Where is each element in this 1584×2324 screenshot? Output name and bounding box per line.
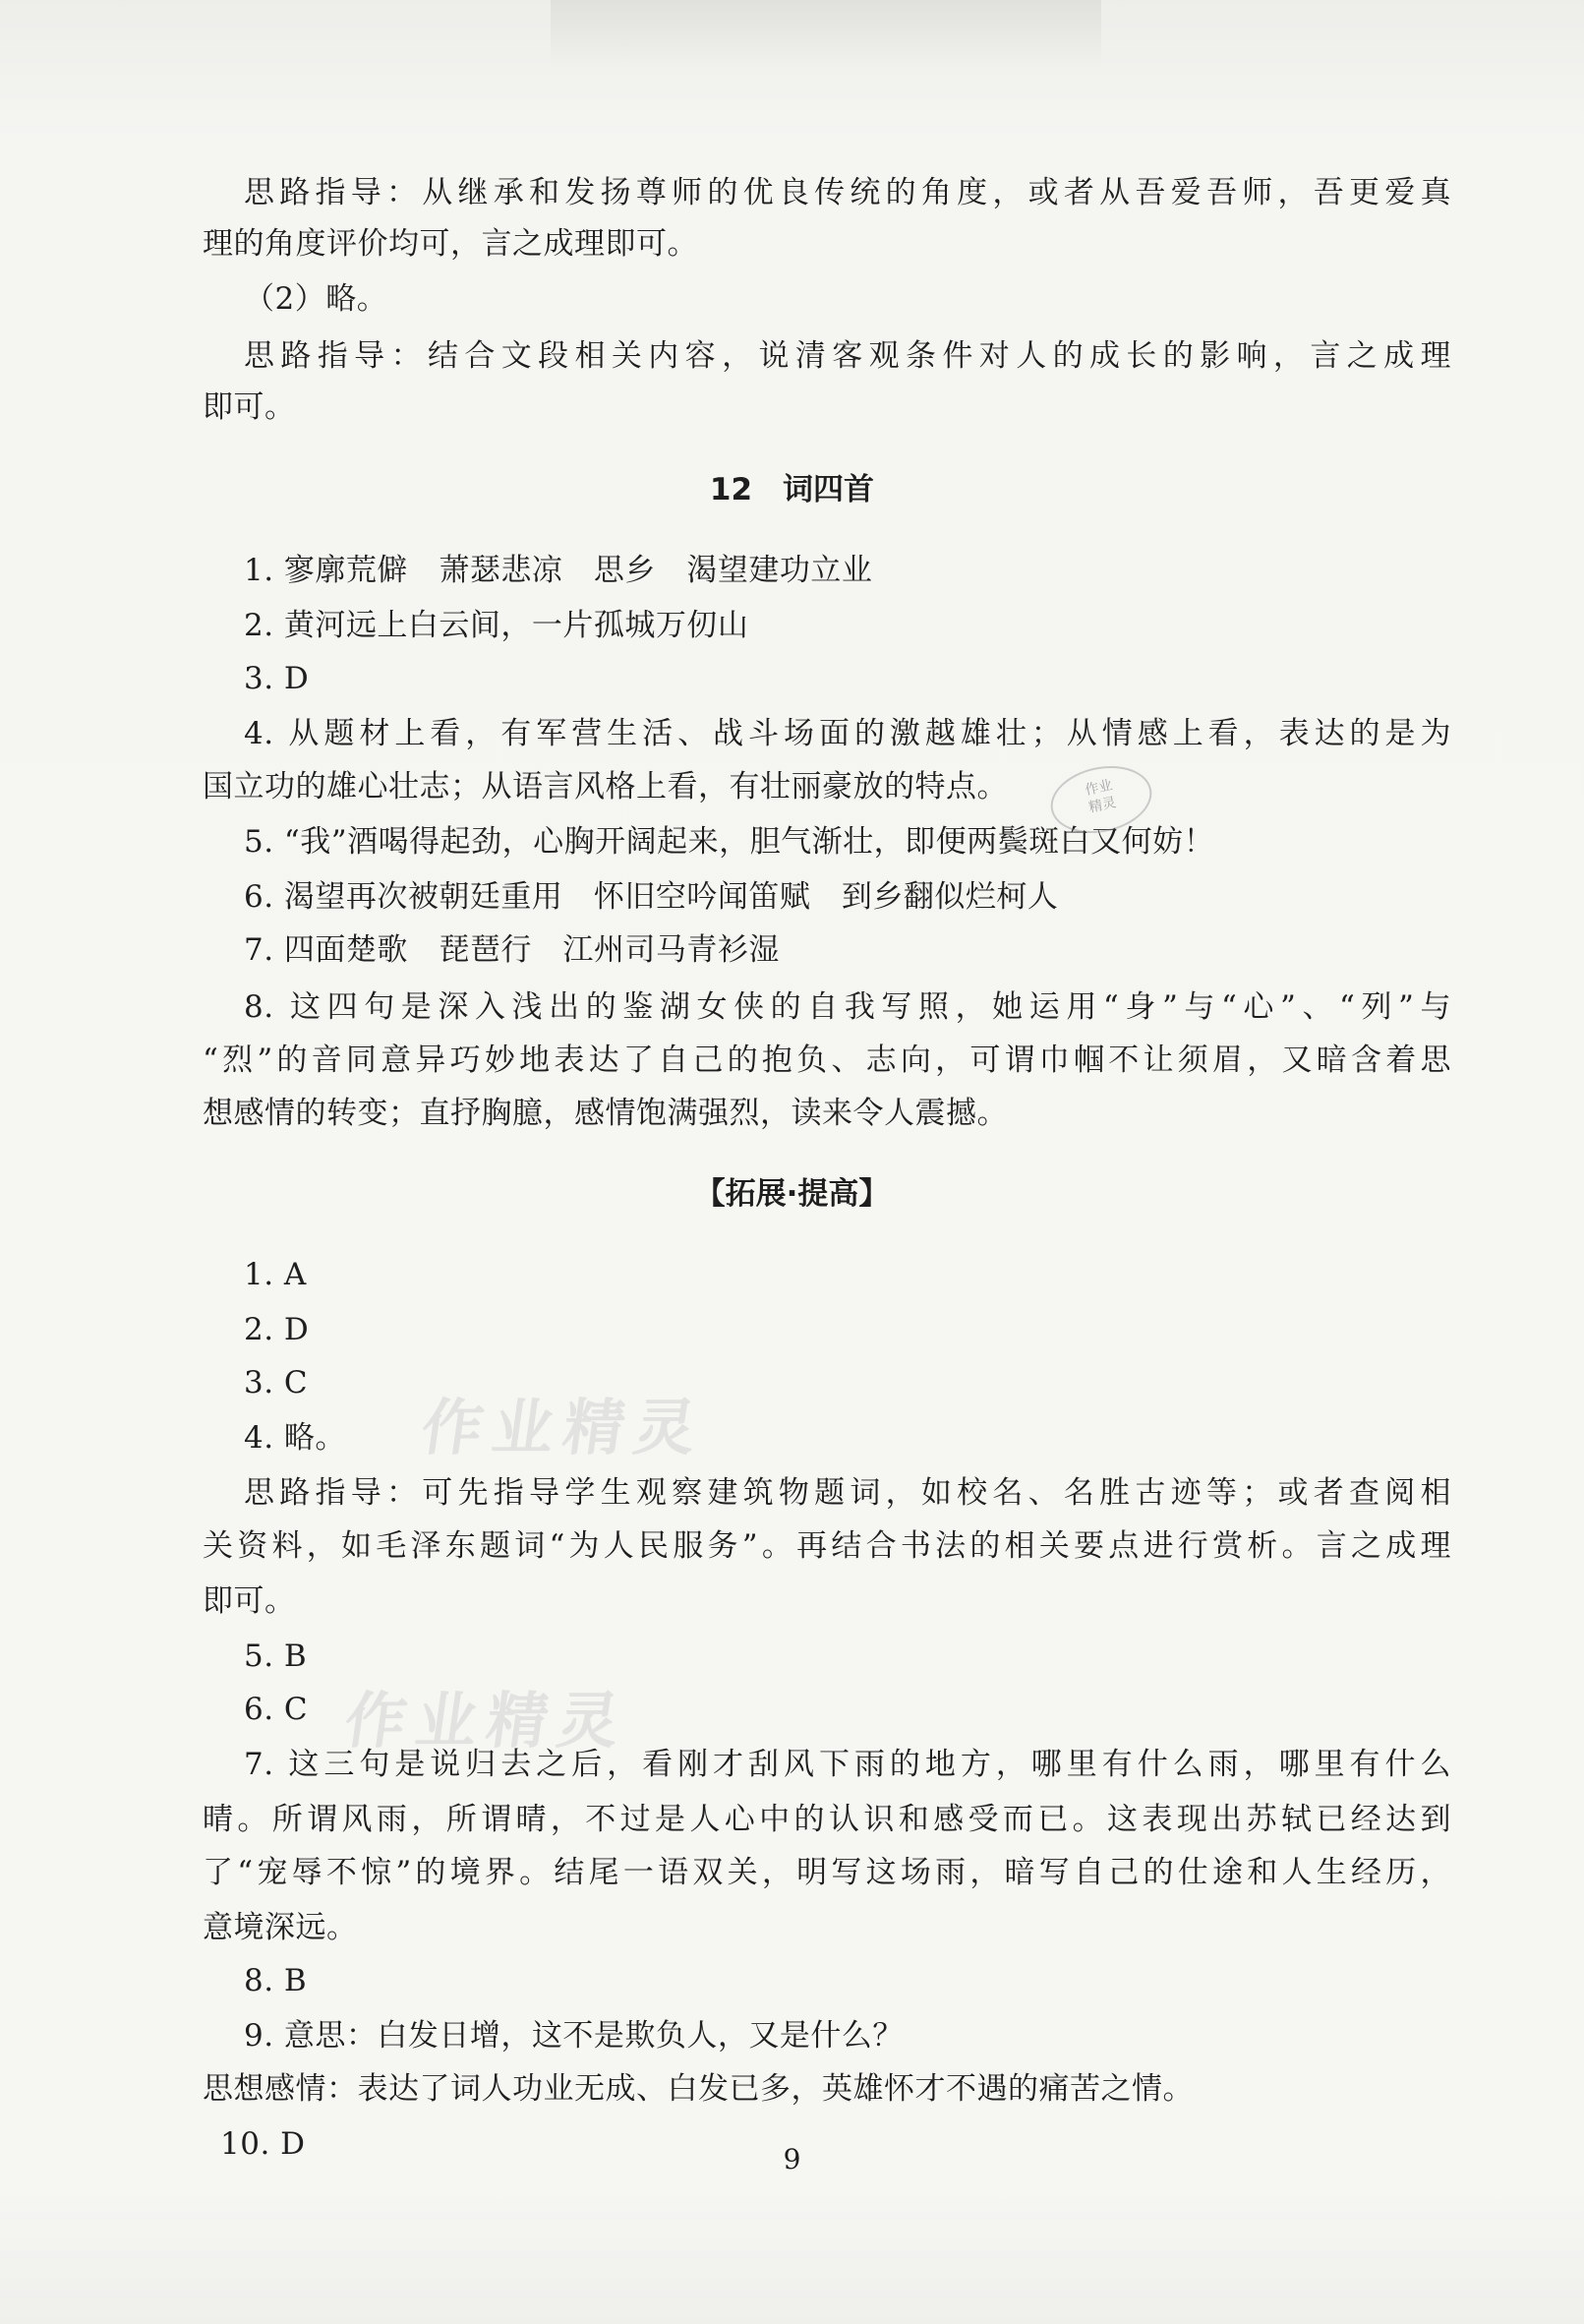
answer-item: 即可。 bbox=[203, 1583, 296, 1619]
stamp-text: 作业 bbox=[1084, 777, 1114, 799]
watermark: 作业精灵 bbox=[340, 1685, 634, 1757]
text-line: 理的角度评价均可，言之成理即可。 bbox=[203, 226, 698, 262]
answer-item: 4. 从题材上看，有军营生活、战斗场面的激越雄壮；从情感上看，表达的是为 bbox=[244, 716, 1451, 751]
answer-item: 6. 渴望再次被朝廷重用 怀旧空吟闻笛赋 到乡翻似烂柯人 bbox=[244, 879, 1059, 915]
answer-item: 9. 意思：白发日增，这不是欺负人，又是什么？ bbox=[244, 2018, 904, 2054]
answer-item: 6. C bbox=[244, 1692, 309, 1727]
answer-item: 思想感情：表达了词人功业无成、白发已多，英雄怀才不遇的痛苦之情。 bbox=[203, 2071, 1194, 2107]
answer-item: 8. 这四句是深入浅出的鉴湖女侠的自我写照，她运用“身”与“心”、“列”与 bbox=[244, 989, 1451, 1025]
scan-shadow bbox=[551, 0, 1101, 69]
answer-item: 4. 略。 bbox=[244, 1420, 346, 1456]
answer-item: 5. “我”酒喝得起劲，心胸开阔起来，胆气渐壮，即便两鬓斑白又何妨！ bbox=[244, 824, 1215, 860]
section-title: 12 词四首 bbox=[709, 472, 875, 507]
answer-item: 1. A bbox=[244, 1257, 307, 1292]
answer-item: 了“宠辱不惊”的境界。结尾一语双关，明写这场雨，暗写自己的仕途和人生经历， bbox=[203, 1855, 1451, 1890]
answer-item: 3. C bbox=[244, 1365, 309, 1400]
answer-item: 8. B bbox=[244, 1963, 308, 1998]
page-number: 9 bbox=[783, 2143, 801, 2175]
text-line: （2）略。 bbox=[244, 281, 388, 317]
answer-item: 想感情的转变；直抒胸臆，感情饱满强烈，读来令人震撼。 bbox=[203, 1096, 1008, 1131]
text-line: 思路指导：结合文段相关内容，说清客观条件对人的成长的影响，言之成理 bbox=[244, 338, 1451, 374]
answer-item: 7. 四面楚歌 琵琶行 江州司马青衫湿 bbox=[244, 932, 780, 968]
answer-item: 国立功的雄心壮志；从语言风格上看，有壮丽豪放的特点。 bbox=[203, 769, 1008, 804]
answer-item: 2. D bbox=[244, 1312, 310, 1347]
watermark: 作业精灵 bbox=[417, 1392, 711, 1463]
section-title: 【拓展·提高】 bbox=[694, 1176, 890, 1212]
answer-item: 10. D bbox=[220, 2126, 306, 2162]
answer-item: 5. B bbox=[244, 1639, 308, 1674]
answer-item: 7. 这三句是说归去之后，看刚才刮风下雨的地方，哪里有什么雨，哪里有什么 bbox=[244, 1747, 1451, 1782]
answer-item: 意境深远。 bbox=[203, 1910, 358, 1945]
answer-item: 晴。所谓风雨，所谓晴，不过是人心中的认识和感受而已。这表现出苏轼已经达到 bbox=[203, 1802, 1451, 1837]
answer-item: 关资料，如毛泽东题词“为人民服务”。再结合书法的相关要点进行赏析。言之成理 bbox=[203, 1528, 1451, 1564]
answer-item: 3. D bbox=[244, 661, 310, 696]
text-line: 思路指导：从继承和发扬尊师的优良传统的角度，或者从吾爱吾师，吾更爱真 bbox=[244, 175, 1451, 210]
answer-item: 1. 寥廓荒僻 萧瑟悲凉 思乡 渴望建功立业 bbox=[244, 553, 873, 588]
answer-item: 思路指导：可先指导学生观察建筑物题词，如校名、名胜古迹等；或者查阅相 bbox=[244, 1475, 1451, 1511]
text-line: 即可。 bbox=[203, 389, 296, 425]
answer-item: “烈”的音同意异巧妙地表达了自己的抱负、志向，可谓巾帼不让须眉，又暗含着思 bbox=[203, 1043, 1451, 1078]
stamp-text: 精灵 bbox=[1086, 795, 1118, 816]
answer-item: 2. 黄河远上白云间，一片孤城万仞山 bbox=[244, 608, 749, 643]
